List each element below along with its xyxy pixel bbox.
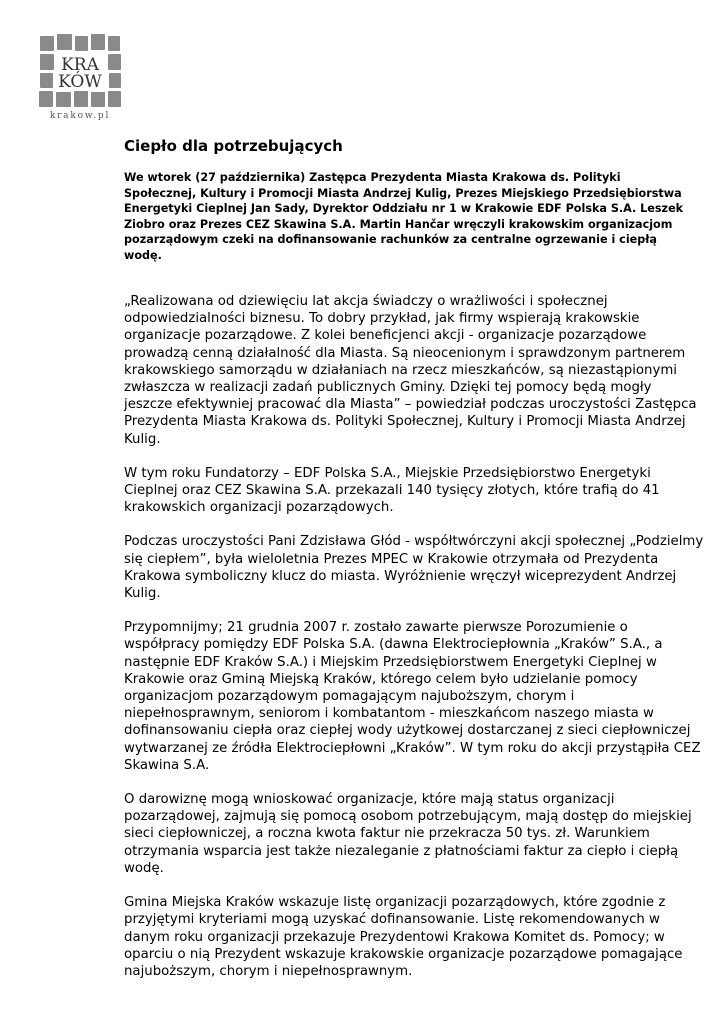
- article-body: [124, 293, 704, 980]
- krakow-logo: [36, 32, 124, 124]
- article-paragraph: W tym roku Fundatorzy – EDF Polska S.A., Miejskie Przedsiębiorstwo Energetyki Cieplnej oraz CEZ Skawina S.A. przekazali 140 tysięcy złotych, które trafią do 41 krakowskich organizacji pozarządowych.: [124, 465, 660, 516]
- article-paragraph: Podczas uroczystości Pani Zdzisława Głód - współtwórczyni akcji społecznej „Podzielmy się ciepłem”, była wieloletnia Prezes MPEC w Krakowie otrzymała od Prezydenta Krakowa symboliczny klucz do miasta. Wyróżnienie wręczył wiceprezydent Andrzej Kulig.: [124, 534, 704, 602]
- article-title: Ciepło dla potrzebujących: [124, 137, 343, 155]
- krakow-logo-mark: [36, 32, 124, 110]
- logo-url: krakow.pl: [49, 111, 111, 121]
- article: [124, 136, 704, 997]
- logo-text-row2: KÓW: [58, 72, 102, 92]
- article-paragraph: O darowiznę mogą wnioskować organizacje, które mają status organizacji pozarządowej, zajmują się pomocą osobom potrzebującym, mają dostęp do miejskiej sieci ciepłowniczej, a roczna kwota faktur nie przekracza 50 tys. zł. Warunkiem otrzymania wsparcia jest także niezaleganie z płatnościami faktur za ciepło i ciepłą wodę.: [124, 792, 692, 876]
- article-paragraph: „Realizowana od dziewięciu lat akcja świadczy o wrażliwości i społecznej odpowiedzialności biznesu. To dobry przykład, jak firmy wspierają krakowskie organizacje pozarządowe. Z kolei beneficjenci akcji - organizacje pozarządowe prowadzą cenną działalność dla Miasta. Są nieocenionym i sprawdzonym partnerem krakowskiego samorządu w działaniach na rzecz mieszkańców, są niezastąpionymi zwłaszcza w realizacji zadań publicznych Gminy. Dzięki tej pomocy będą mogły jeszcze efektywniej pracować dla Miasta” – powiedział podczas uroczystości Zastępca Prezydenta Miasta Krakowa ds. Polityki Społecznej, Kultury i Promocji Miasta Andrzej Kulig.: [124, 294, 697, 447]
- article-lead: We wtorek (27 października) Zastępca Prezydenta Miasta Krakowa ds. Polityki Społecznej, Kultury i Promocji Miasta Andrzej Kulig, Prezes Miejskiego Przedsiębiorstwa Energetyki Cieplnej Jan Sady, Dyrektor Oddziału nr 1 w Krakowie EDF Polska S.A. Leszek Ziobro oraz Prezes CEZ Skawina S.A. Martin Hančar wręczyli krakowskim organizacjom pozarządowym czeki na dofinansowanie rachunków za centralne ogrzewanie i ciepłą wodę.: [124, 171, 684, 262]
- logo-text-row1: KRA: [61, 55, 99, 75]
- article-paragraph: Przypomnijmy; 21 grudnia 2007 r. zostało zawarte pierwsze Porozumienie o współpracy pomiędzy EDF Polska S.A. (dawna Elektrociepłownia „Kraków” S.A., a następnie EDF Kraków S.A.) i Miejskim Przedsiębiorstwem Energetyki Cieplnej w Krakowie oraz Gminą Miejską Kraków, którego celem było udzielanie pomocy organizacjom pozarządowym pomagającym najuboższym, chorym i niepełnosprawnym, seniorom i kombatantom - mieszkańcom naszego miasta w dofinansowaniu ciepła oraz ciepłej wody użytkowej dostarczanej z sieci ciepłowniczej wytwarzanej ze źródła Elektrociepłowni „Kraków”. W tym roku do akcji przystąpiła CEZ Skawina S.A.: [124, 620, 701, 773]
- article-paragraph: Gmina Miejska Kraków wskazuje listę organizacji pozarządowych, które zgodnie z przyjętymi kryteriami mogą uzyskać dofinansowanie. Listę rekomendowanych w danym roku organizacji przekazuje Prezydentowi Krakowa Komitet ds. Pomocy; w oparciu o nią Prezydent wskazuje krakowskie organizacje pozarządowe pomagające najuboższym, chorym i niepełnosprawnym.: [124, 895, 683, 979]
